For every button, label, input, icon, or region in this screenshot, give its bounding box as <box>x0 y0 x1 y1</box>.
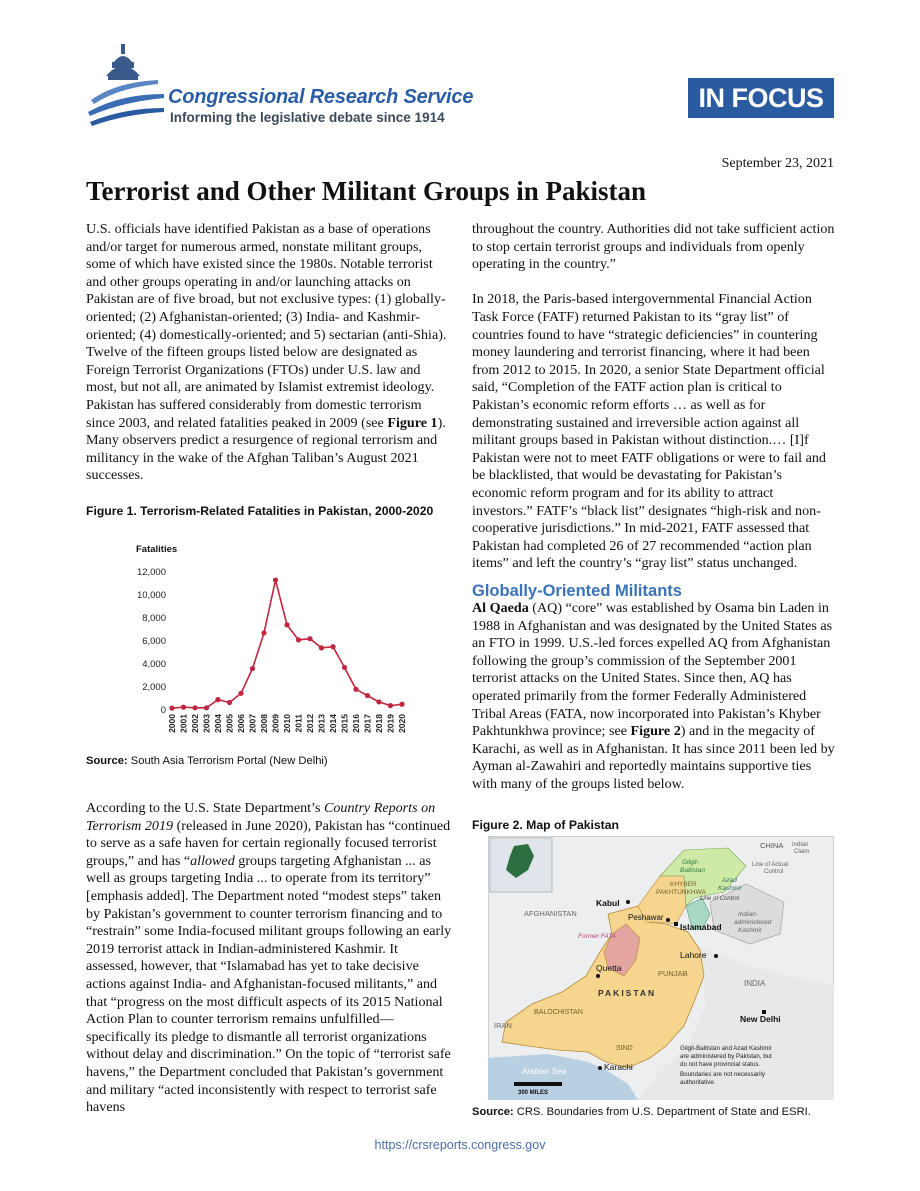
chart-point <box>238 691 243 696</box>
map-label-indian-claim-1: Indian <box>792 842 809 848</box>
page-title: Terrorist and Other Militant Groups in Pakistan <box>86 176 647 206</box>
map-label-new-delhi: New Delhi <box>740 1014 781 1024</box>
crs-logo <box>86 42 166 126</box>
map-label-lac-1: Line of Actual <box>752 862 789 868</box>
chart-xtick-label: 2001 <box>178 714 189 733</box>
chart-xtick-label: 2013 <box>316 714 327 733</box>
chart-xtick-label: 2016 <box>351 714 361 733</box>
chart-xtick-label: 2005 <box>224 714 235 733</box>
org-tagline: Informing the legislative debate since 1914 <box>170 110 445 125</box>
chart-xtick-label: 2011 <box>293 714 304 733</box>
chart-point <box>342 665 347 670</box>
map-scale-label: 300 MILES <box>518 1090 549 1096</box>
map-label-quetta: Quetta <box>596 963 622 973</box>
map-label-kp-2: PAKHTUNKHWA <box>656 889 706 896</box>
map-note-line-4: Boundaries are not necessarily <box>680 1071 765 1078</box>
map-label-karachi: Karachi <box>604 1062 633 1072</box>
map-label-islamabad: Islamabad <box>680 922 722 932</box>
figure-2-caption: Figure 2. Map of Pakistan <box>472 818 619 832</box>
org-name: Congressional Research Service <box>168 86 474 108</box>
chart-point <box>250 666 255 671</box>
chart-xtick-label: 2015 <box>339 714 350 733</box>
map-label-punjab: PUNJAB <box>658 969 688 978</box>
safe-haven-paragraph: throughout the country. Authorities did not take sufficient action to stop certain terrorist groups and individuals from openly operating in the country.” <box>472 221 835 273</box>
map-note-line-2: are administered by Pakistan, but <box>680 1053 772 1060</box>
chart-point <box>284 622 289 627</box>
chart-point <box>273 577 278 582</box>
map-label-azad-1: Azad <box>722 877 737 884</box>
map-label-arabian-sea: Arabian Sea <box>522 1067 567 1076</box>
al-qaeda-paragraph: Al Qaeda (AQ) “core” was established by Osama bin Laden in 1988 in Afghanistan and was designated by the United States as an FTO in 1999. U.S.-led forces expelled AQ from Afghanistan following the group’s commission of the September 2001 terrorist attacks on the United States. Since then, AQ has operated primarily from the former Federally Administered Tribal Areas (FATA, now incorporated into Pakistan’s Khyber Pakhtunkhwa province; see Figure 2) and in the megacity of Karachi, as well as in Afghanistan. It has since 2011 been led by Ayman al-Zawahiri and reportedly maintains supportive ties with many of the groups listed below. <box>472 600 835 792</box>
map-label-kabul: Kabul <box>596 898 620 908</box>
chart-point <box>204 705 209 710</box>
map-label-iran: IRAN <box>494 1021 512 1030</box>
chart-point <box>169 706 174 711</box>
chart-point <box>388 703 393 708</box>
chart-point <box>319 645 324 650</box>
map-label-pakistan: PAKISTAN <box>598 988 657 998</box>
chart-ytick-label: 6,000 <box>142 636 166 647</box>
map-label-azad-2: Kashmir <box>718 885 742 892</box>
map-note-line-3: do not have provincial status. <box>680 1061 761 1068</box>
section-heading-global: Globally-Oriented Militants <box>472 582 682 600</box>
chart-point <box>296 637 301 642</box>
map-note-line-5: authoritative. <box>680 1079 716 1086</box>
chart-xtick-label: 2007 <box>247 714 258 733</box>
right-column-alqaeda <box>472 600 835 794</box>
right-column-top <box>472 221 835 573</box>
footer-url[interactable]: https://crsreports.congress.gov <box>374 1138 546 1152</box>
in-focus-badge: IN FOCUS <box>688 78 834 118</box>
chart-xtick-label: 2006 <box>236 714 246 733</box>
figure-2-ref[interactable]: Figure 2 <box>630 723 681 740</box>
map-label-balochistan: BALOCHISTAN <box>534 1009 583 1016</box>
fatf-paragraph: In 2018, the Paris-based intergovernmental Financial Action Task Force (FATF) returned Pakistan to its “gray list” of countries found to have “strategic deficiencies” in countering money laundering and terrorist financing, where it had been from 2012 to 2015. In 2020, a senior State Department official said, “Completion of the FATF action plan is critical to Pakistan’s economic reform efforts … as well as for demonstrating sustained and irreversible action against all militant groups based in Pakistan without distinction.… [I]f Pakistan were not to meet FATF obligations or were to fail and be blacklisted, that would be devastating for Pakistan’s economic reform program and for its ability to attract investors.” FATF’s “black list” designates “high-risk and non-cooperative jurisdictions.” In mid-2021, FATF assessed that Pakistan had completed 26 of 27 recommended “action plan items” and left the country’s “gray list” status unchanged. <box>472 291 826 572</box>
chart-point <box>215 697 220 702</box>
map-label-india: INDIA <box>744 979 766 988</box>
pakistan-map <box>488 836 834 1100</box>
left-column-intro <box>86 221 452 485</box>
chart-ytick-label: 4,000 <box>142 659 166 670</box>
intro-paragraph: U.S. officials have identified Pakistan as a base of operations and/or target for numerous armed, nonstate militant groups, some of which have existed since the 1980s. Notable terrorist and other groups operating in and/or launching attacks on Pakistan are of five broad, but not exclusive types: (1) globally-oriented; (2) Afghanistan-oriented; (3) India- and Kashmir-oriented; (4) domestically-oriented; and 5) sectarian (anti-Shia). Twelve of the fifteen groups listed below are designated as Foreign Terrorist Organizations (FTOs) under U.S. law and most, but not all, are animated by Islamist extremist ideology. Pakistan has suffered considerably from domestic terrorism since 2003, and related fatalities peaked in 2009 (see Figure 1). Many observers predict a resurgence of regional terrorism and militancy in the wake of the Afghan Taliban’s August 2021 successes. <box>86 221 447 484</box>
map-label-gilgit-2: Baltistan <box>680 867 705 874</box>
chart-xtick-label: 2008 <box>259 714 269 733</box>
chart-ytick-label: 0 <box>160 705 166 716</box>
chart-ylabel: Fatalities <box>136 544 178 555</box>
chart-point <box>399 702 404 707</box>
chart-point <box>192 705 197 710</box>
chart-point <box>181 705 186 710</box>
chart-xtick-label: 2004 <box>213 714 223 733</box>
chart-ytick-label: 8,000 <box>142 613 166 624</box>
map-label-loc: Line of Control <box>700 896 740 902</box>
figure-1-ref[interactable]: Figure 1 <box>387 414 438 431</box>
figure-1-caption: Figure 1. Terrorism-Related Fatalities in Pakistan, 2000-2020 <box>86 504 434 518</box>
map-label-sind: SIND <box>616 1045 633 1052</box>
chart-xtick-label: 2018 <box>374 714 384 733</box>
map-label-lac-2: Control <box>764 869 784 875</box>
map-label-afghanistan: AFGHANISTAN <box>524 909 577 918</box>
chart-series-line <box>172 580 402 708</box>
state-dept-paragraph: According to the U.S. State Department’s Country Reports on Terrorism 2019 (released in June 2020), Pakistan has “continued to serve as a safe haven for certain regionally focused terrorist groups,” and has “allowed groups targeting Afghanistan ... as well as groups targeting India ... to operate from its territory” [emphasis added]. The Department noted “modest steps” taken by Pakistan’s government to counter terrorism financing and to “restrain” some India-focused militant groups following an early 2019 terrorist attack in Indian-administered Kashmir. It assessed, however, that “Islamabad has yet to take decisive actions against India- and Afghanistan-focused militants,” and that “progress on the most difficult aspects of its 2015 National Action Plan to counter terrorism remains unfulfilled—specifically its pledge to dismantle all terrorist organizations without delay and discrimination.” On the topic of “terrorist safe havens,” the Department concluded that Pakistan’s government and military “acted inconsistently with respect to terrorist safe havens <box>86 800 452 1116</box>
chart-point <box>365 693 370 698</box>
map-label-gilgit-1: Gilgit- <box>682 859 699 866</box>
chart-xtick-label: 2003 <box>201 714 212 733</box>
chart-xtick-label: 2019 <box>385 714 396 733</box>
chart-xtick-label: 2014 <box>328 714 338 733</box>
map-label-peshawar: Peshawar <box>628 913 664 922</box>
chart-xtick-label: 2002 <box>190 714 200 733</box>
chart-point <box>261 630 266 635</box>
left-column-state-dept <box>86 800 452 1117</box>
chart-ytick-label: 2,000 <box>142 682 166 693</box>
chart-xtick-label: 2017 <box>362 714 373 733</box>
map-label-indian-claim-2: Claim <box>794 849 810 855</box>
chart-xtick-label: 2012 <box>305 714 315 733</box>
chart-point <box>307 636 312 641</box>
figure-2-source: Source: CRS. Boundaries from U.S. Department of State and ESRI. <box>472 1106 811 1118</box>
chart-xtick-label: 2009 <box>270 714 281 733</box>
chart-ytick-label: 10,000 <box>136 590 166 601</box>
capitol-dome-icon <box>86 42 166 126</box>
map-label-lahore: Lahore <box>680 950 707 960</box>
chart-point <box>330 644 335 649</box>
map-label-kp-1: KHYBER <box>670 881 697 888</box>
map-label-iak-1: Indian- <box>738 911 758 918</box>
fatalities-chart <box>120 538 410 746</box>
chart-point <box>227 700 232 705</box>
chart-ytick-label: 12,000 <box>136 567 166 578</box>
chart-point <box>376 699 381 704</box>
publication-date: September 23, 2021 <box>721 156 834 171</box>
chart-xtick-label: 2000 <box>167 714 177 733</box>
map-label-iak-3: Kashmir <box>738 927 762 934</box>
map-note-line-1: Gilgit-Baltistan and Azad Kashmir <box>680 1045 772 1052</box>
chart-xtick-label: 2010 <box>282 714 292 733</box>
map-label-china: CHINA <box>760 841 784 850</box>
map-label-iak-2: administered <box>734 919 772 926</box>
chart-point <box>353 687 358 692</box>
map-label-former-fata: Former FATA <box>578 933 616 940</box>
chart-xtick-label: 2020 <box>397 714 407 733</box>
figure-1-source: Source: South Asia Terrorism Portal (New Delhi) <box>86 755 328 767</box>
